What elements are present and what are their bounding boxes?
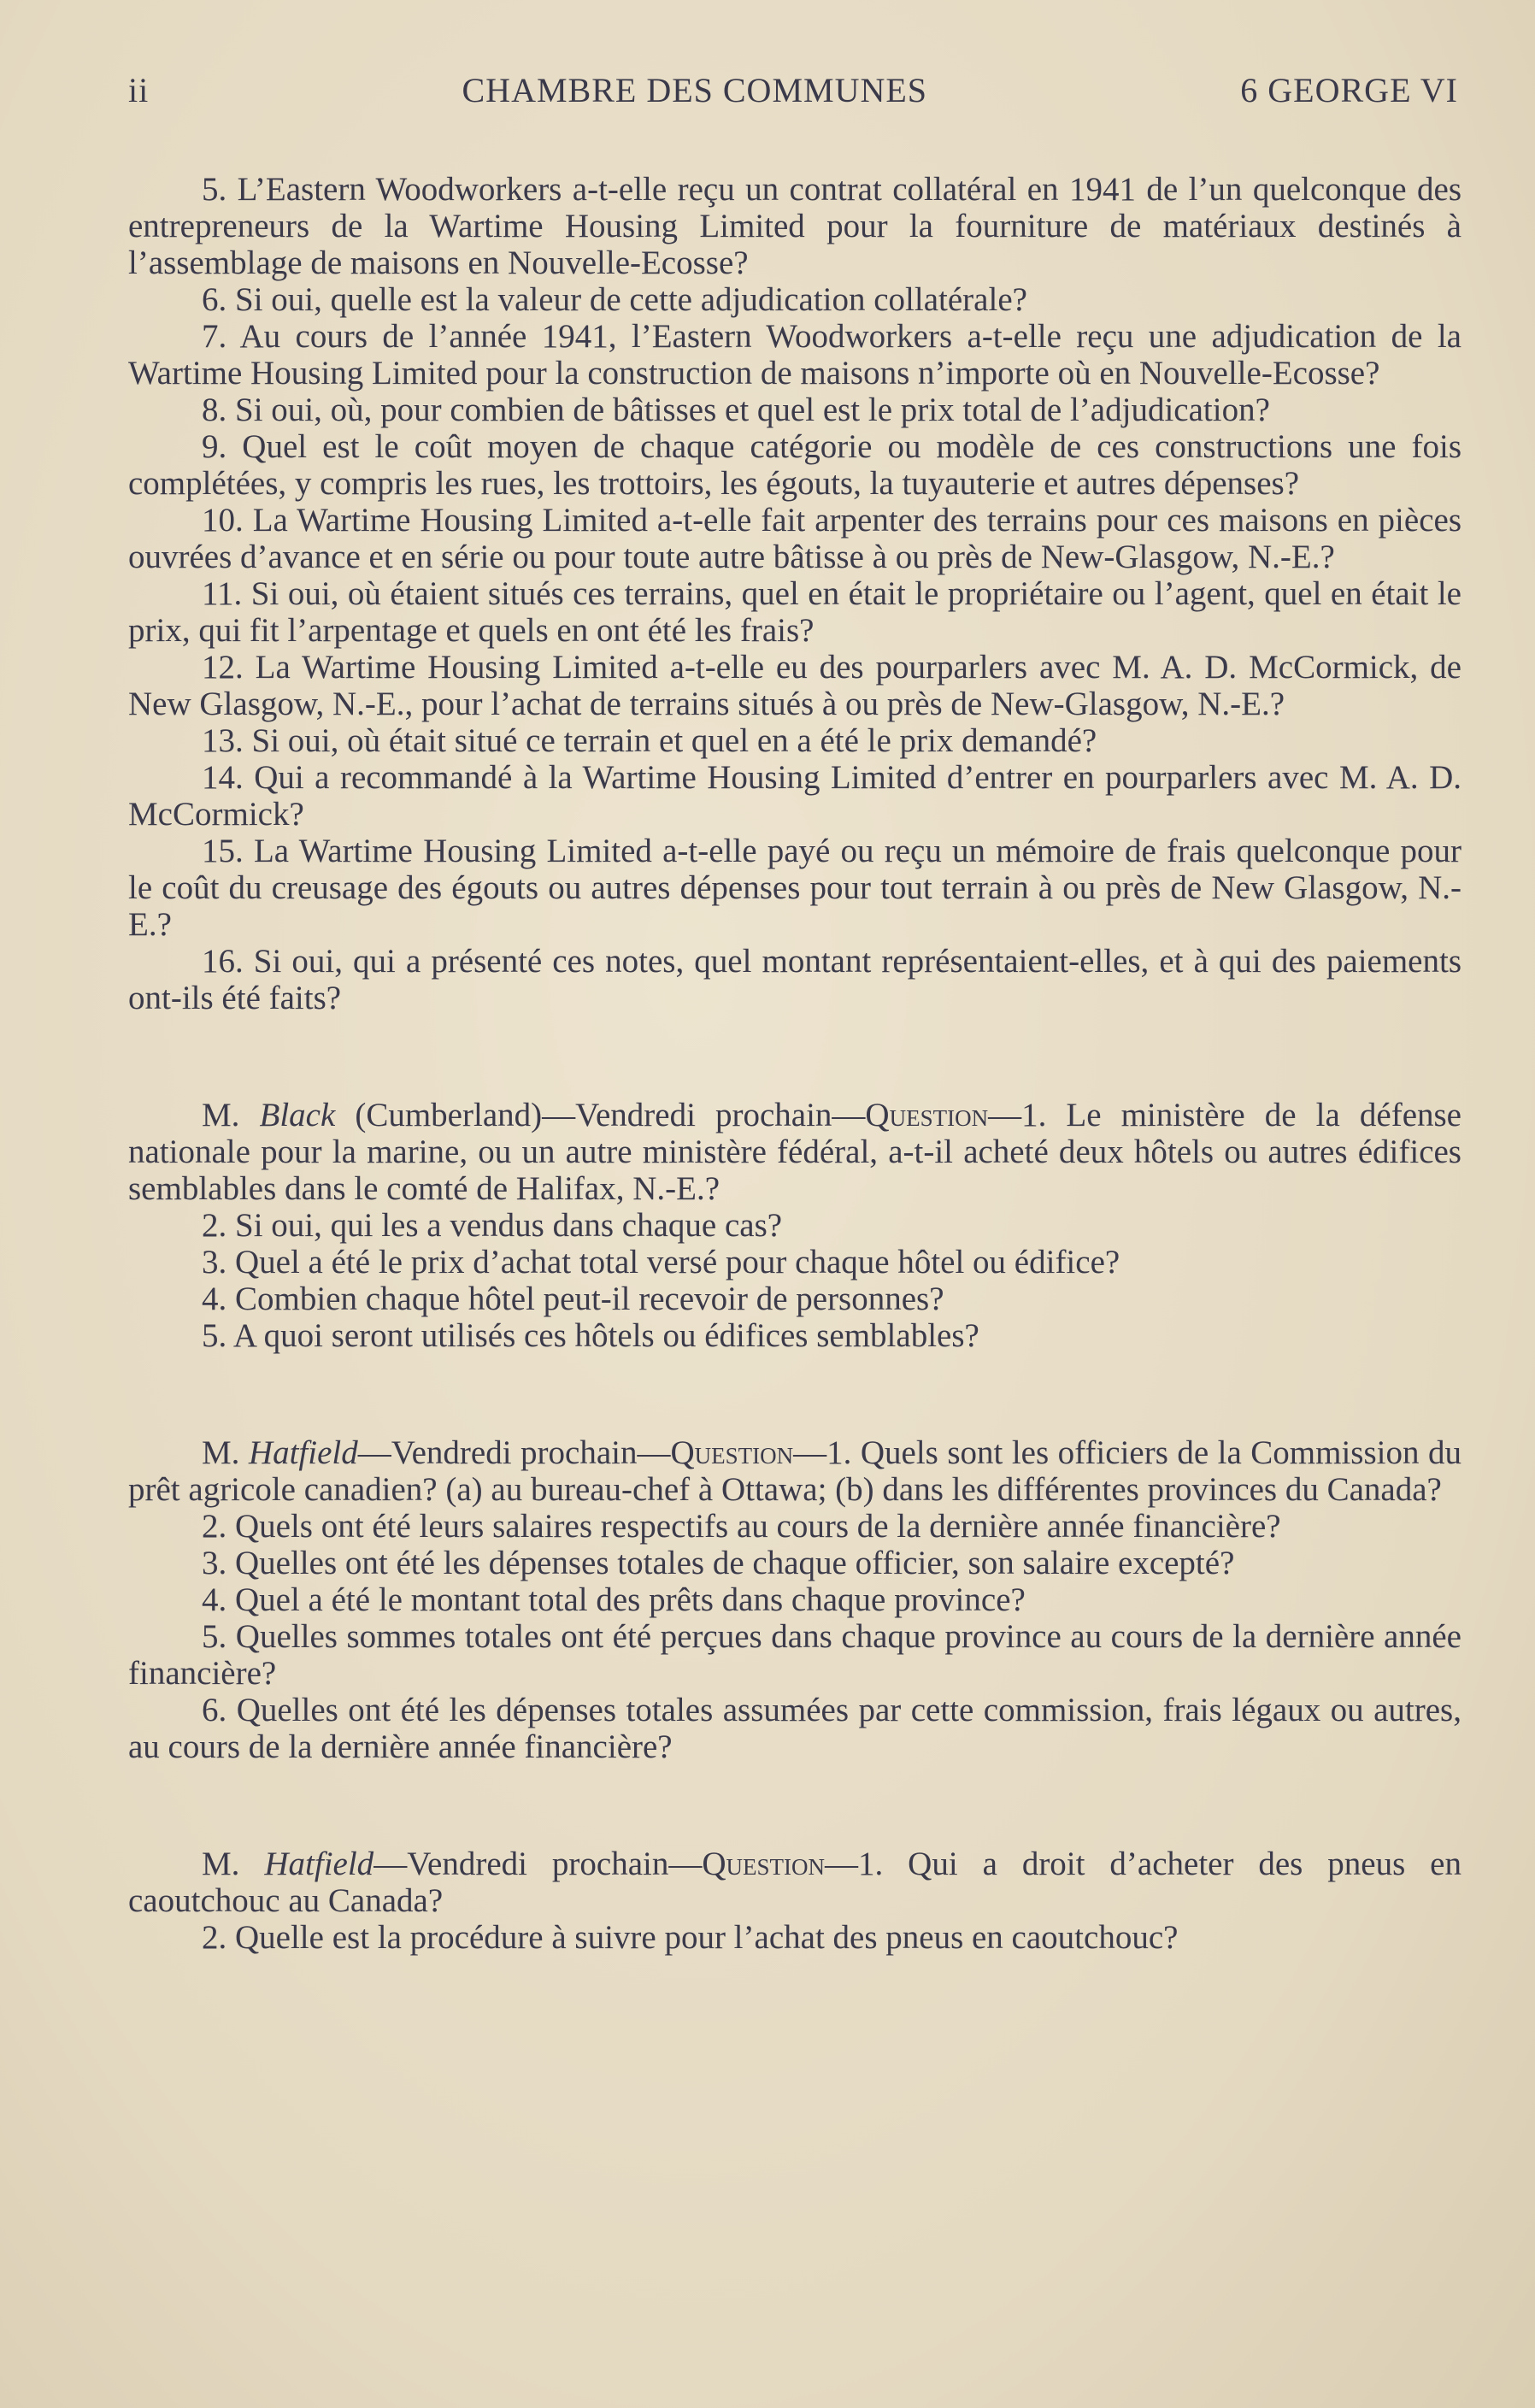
black-question-1 [128,1097,1461,1207]
section-spacer [128,1354,1461,1434]
member-name: Black [259,1097,336,1133]
reign-year: 6 GEORGE VI [1240,71,1458,109]
question-5: 5. L’Eastern Woodworkers a-t-elle reçu un contrat collatéral en 1941 de l’un quelconque des entrepreneurs de la Wartime Housing Limited pour la fourniture de matériaux destinés à l’assemblage de maisons en Nouvelle-Ecosse? [128,171,1461,281]
question-label: Question [865,1097,989,1133]
black-question-2: 2. Si oui, qui les a vendus dans chaque cas? [202,1207,783,1244]
question-13: 13. Si oui, où était situé ce terrain et quel en a été le prix demandé? [202,722,1097,759]
question-12: 12. La Wartime Housing Limited a-t-elle eu des pourparlers avec M. A. D. McCormick, de New Glasgow, N.-E., pour l’achat de terrains situés à ou près de New-Glasgow, N.-E.? [128,649,1461,722]
member-name: Hatfield [248,1434,358,1471]
riding-and-date: (Cumberland)—Vendredi prochain— [335,1097,866,1133]
member-name: Hatfield [264,1846,374,1882]
page-number: ii [128,71,150,109]
hatfield2-question-1 [128,1846,1461,1919]
question-label: Question [670,1434,794,1471]
question-8: 8. Si oui, où, pour combien de bâtisses et quel est le prix total de l’adjudication? [202,392,1270,428]
question-14: 14. Qui a recommandé à la Wartime Housing Limited d’entrer en pourparlers avec M. A. D. McCormick? [128,759,1461,833]
member-prefix: M. [202,1097,260,1133]
hatfield1-question-2: 2. Quels ont été leurs salaires respectifs au cours de la dernière année financière? [202,1508,1281,1545]
hatfield1-question-4: 4. Quel a été le montant total des prêts dans chaque province? [202,1581,1026,1618]
member-prefix: M. [202,1434,249,1471]
page-body [128,171,1461,1956]
hatfield1-question-5: 5. Quelles sommes totales ont été perçues dans chaque province au cours de la dernière année financière? [128,1618,1461,1692]
hatfield2-question-2: 2. Quelle est la procédure à suivre pour l’achat des pneus en caoutchouc? [202,1919,1179,1956]
question-text: —1. Qui a droit d’acheter des pneus en caoutchouc au Canada? [128,1846,1461,1919]
member-prefix: M. [202,1846,265,1882]
question-9: 9. Quel est le coût moyen de chaque catégorie ou modèle de ces constructions une fois complétées, y compris les rues, les trottoirs, les égouts, la tuyauterie et autres dépenses? [128,428,1461,502]
question-7: 7. Au cours de l’année 1941, l’Eastern Woodworkers a-t-elle reçu une adjudication de la Wartime Housing Limited pour la construction de maisons n’importe où en Nouvelle-Ecosse? [128,318,1461,392]
question-6: 6. Si oui, quelle est la valeur de cette adjudication collatérale? [202,281,1027,318]
date-text: —Vendredi prochain— [357,1434,671,1471]
page-header [128,70,1458,110]
section-spacer [128,1765,1461,1846]
black-question-4: 4. Combien chaque hôtel peut-il recevoir de personnes? [202,1281,944,1317]
question-text: —1. Le ministère de la défense nationale pour la marine, ou un autre ministère fédéral, a-t-il acheté deux hôtels ou autres édifices semblables dans le comté de Halifax, N.-E.? [128,1097,1461,1207]
question-10: 10. La Wartime Housing Limited a-t-elle fait arpenter des terrains pour ces maisons en pièces ouvrées d’avance et en série ou pour toute autre bâtisse à ou près de New-Glasgow, N.-E.? [128,502,1461,575]
hatfield1-question-1 [128,1434,1461,1508]
hatfield1-question-6: 6. Quelles ont été les dépenses totales assumées par cette commission, frais légaux ou autres, au cours de la dernière année financière? [128,1692,1461,1765]
question-16: 16. Si oui, qui a présenté ces notes, quel montant représentaient-elles, et à qui des paiements ont-ils été faits? [128,943,1461,1016]
black-question-3: 3. Quel a été le prix d’achat total versé pour chaque hôtel ou édifice? [202,1244,1120,1281]
running-title: CHAMBRE DES COMMUNES [462,71,928,109]
question-label: Question [702,1846,825,1882]
date-text: —Vendredi prochain— [373,1846,703,1882]
black-question-5: 5. A quoi seront utilisés ces hôtels ou édifices semblables? [202,1317,979,1354]
question-11: 11. Si oui, où étaient situés ces terrains, quel en était le propriétaire ou l’agent, quel en était le prix, qui fit l’arpentage et quels en ont été les frais? [128,575,1461,649]
question-15: 15. La Wartime Housing Limited a-t-elle payé ou reçu un mémoire de frais quelconque pour le coût du creusage des égouts ou autres dépenses pour tout terrain à ou près de New Glasgow, N.-E.? [128,833,1461,943]
section-spacer [128,1016,1461,1097]
question-text: —1. Quels sont les officiers de la Commission du prêt agricole canadien? (a) au bureau-chef à Ottawa; (b) dans les différentes provinces du Canada? [128,1434,1461,1508]
hatfield1-question-3: 3. Quelles ont été les dépenses totales de chaque officier, son salaire excepté? [202,1545,1235,1581]
